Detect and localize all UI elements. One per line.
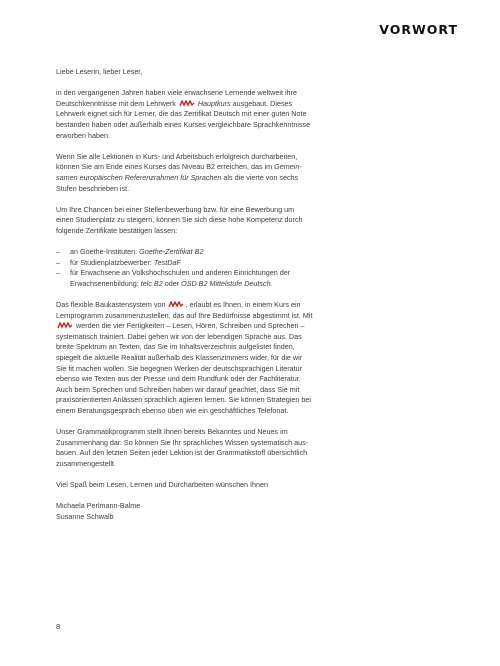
text-line bbox=[56, 173, 460, 184]
greeting bbox=[56, 67, 460, 78]
text-line: bauen. Auf den letzten Seiten jeder Lektion ist der Grammatikstoff übersichtlich bbox=[56, 448, 308, 458]
text-line: Unser Grammatikprogramm stellt Ihnen bereits Bekanntes und Neues im bbox=[56, 427, 288, 437]
text-segment: Deutschkenntnisse mit dem Lehrwerk bbox=[56, 98, 176, 108]
text-line: einem Beratungsgespräch ebenso üben wie ein geschäftliches Telefonat. bbox=[56, 406, 289, 415]
text-line bbox=[70, 279, 460, 290]
text-line: in den vergangenen Jahren haben viele erwachsene Lernende weltweit ihre bbox=[56, 88, 297, 98]
text-segment: ausgebaut. Dieses bbox=[232, 98, 293, 108]
text-line bbox=[56, 99, 460, 110]
text-line: für Erwachsene an Volkshochschulen und anderen Einrichtungen der bbox=[70, 268, 291, 278]
paragraph-3 bbox=[56, 205, 460, 237]
author-name: Susanne Schwalb bbox=[56, 511, 114, 521]
greeting-text: Liebe Leserin, lieber Leser, bbox=[56, 67, 143, 76]
page-number: 8 bbox=[56, 622, 61, 631]
text-line: folgende Zertifikate bestätigen lassen: bbox=[56, 225, 178, 235]
em-logo-icon bbox=[179, 100, 195, 107]
text-line: breite Spektrum an Texten, das Sie im Inhaltsverzeichnis aufgelistet finden, bbox=[56, 342, 295, 352]
em-logo-icon bbox=[57, 322, 73, 329]
text-segment: TestDaF bbox=[153, 257, 181, 267]
text-line: praxisorientierten Anlässen sprachlich agieren lernen. Sie können Strategien bei bbox=[56, 395, 311, 405]
text-segment: können Sie am Ende eines Kurses das Niveau B2 erreichen, das im bbox=[56, 162, 273, 172]
em-logo-icon bbox=[168, 301, 184, 308]
text-segment: , erlaubt es Ihnen, in einem Kurs ein bbox=[185, 300, 301, 310]
foreword-body bbox=[56, 67, 460, 533]
text-segment: telc B2 bbox=[140, 278, 163, 288]
text-line bbox=[56, 300, 460, 311]
text-line: Wenn Sie alle Lektionen in Kurs- und Arbeitsbuch erfolgreich durcharbeiten, bbox=[56, 151, 298, 161]
text-line: systematisch trainiert. Dabei gehen wir von der lebendigen Sprache aus. Das bbox=[56, 331, 302, 341]
signature bbox=[56, 501, 460, 522]
text-segment: an Goethe-Instituten: bbox=[70, 247, 138, 257]
text-line: Zusammenhang dar. So können Sie Ihr sprachliches Wissen systematisch aus- bbox=[56, 437, 309, 447]
list-item bbox=[56, 247, 460, 258]
text-line bbox=[56, 162, 460, 173]
text-segment: werden die vier Fertigkeiten – Lesen, Hören, Schreiben und Sprechen – bbox=[76, 321, 305, 331]
list-item bbox=[56, 268, 460, 289]
text-line: ebenso wie Texten aus der Presse und dem Rundfunk oder der Fachliteratur. bbox=[56, 374, 301, 384]
text-segment: Goethe-Zertifikat B2 bbox=[139, 247, 204, 257]
paragraph-2 bbox=[56, 152, 460, 194]
certificate-list bbox=[56, 247, 460, 289]
text-line: bestanden haben oder außerhalb eines Kurses vergleichbare Sprachkenntnisse bbox=[56, 119, 311, 129]
list-dash: – bbox=[56, 257, 60, 267]
text-line bbox=[56, 321, 460, 332]
text-line: Auch beim Sprechen und Schreiben haben wir darauf geachtet, dass Sie mit bbox=[56, 384, 300, 394]
text-segment: als die vierte von sechs bbox=[223, 172, 299, 182]
text-line: Lehrwerk eignet sich für Lerner, die das Zertifikat Deutsch mit einer guten Note bbox=[56, 109, 307, 119]
paragraph-5 bbox=[56, 427, 460, 469]
text-line: zusammengestellt. bbox=[56, 458, 116, 468]
list-dash: – bbox=[56, 268, 60, 278]
closing-text: Viel Spaß beim Lesen, Lernen und Durcharbeiten wünschen Ihnen bbox=[56, 480, 269, 490]
text-line: Lernprogramm zusammenzustellen, das auf Ihre Bedürfnisse abgestimmt ist. Mit bbox=[56, 310, 313, 320]
text-segment: ÖSD B2 Mittelstufe Deutsch. bbox=[181, 278, 273, 288]
text-line: Um Ihre Chancen bei einer Stellenbewerbung bzw. für eine Bewerbung um bbox=[56, 204, 295, 214]
text-line: Sie fit machen wollen. Sie begegnen Werken der deutschsprachigen Literatur bbox=[56, 363, 302, 373]
page-title: VORWORT bbox=[379, 22, 458, 37]
list-item bbox=[56, 258, 460, 269]
paragraph-4 bbox=[56, 300, 460, 417]
text-segment: Hauptkurs bbox=[197, 98, 231, 108]
text-line: spiegelt die aktuelle Realität außerhalb des Klassenzimmers wider, für die wir bbox=[56, 353, 303, 363]
text-line: einen Studienplatz zu steigern, können Sie sich diese hohe Kompetenz durch bbox=[56, 215, 303, 225]
text-segment: für Studienplatzbewerber: bbox=[70, 257, 152, 267]
paragraph-1 bbox=[56, 88, 460, 141]
text-line: Stufen beschrieben ist. bbox=[56, 183, 130, 193]
text-segment: Gemein- bbox=[274, 162, 302, 172]
closing bbox=[56, 480, 460, 491]
text-line: erworben haben. bbox=[56, 130, 110, 140]
text-segment: Erwachsenenbildung: bbox=[70, 278, 139, 288]
text-segment: oder bbox=[164, 278, 180, 288]
author-name: Michaela Perlmann-Balme bbox=[56, 501, 141, 511]
text-segment: Das flexible Baukastensystem von bbox=[56, 300, 166, 310]
text-segment: samen europäischen Referenzrahmen für Sprachen bbox=[56, 172, 222, 182]
list-dash: – bbox=[56, 247, 60, 257]
